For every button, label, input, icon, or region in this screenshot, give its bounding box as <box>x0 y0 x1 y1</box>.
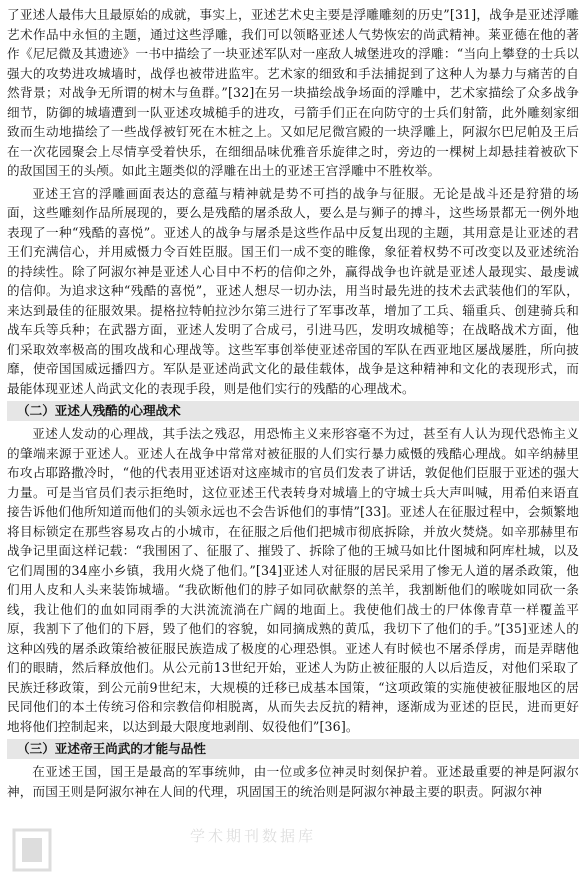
paragraph-king-and-ashur: 在亚述王国，国王是最高的军事统帅，由一位或多位神灵时刻保护着。亚述最重要的神是阿淑尔神，而国王则是阿淑尔神在人间的代理，巩固国王的统治则是阿淑尔神最主要的职责。阿淑尔神 <box>7 764 579 799</box>
watermark-logo-icon <box>12 828 52 872</box>
section-heading-martial-kings: （三）亚述帝王尚武的才能与品性 <box>7 739 579 759</box>
article-body <box>7 5 579 804</box>
paragraph-psychological-warfare: 亚述人发动的心理战，其手法之残忍，用恐怖主义来形容毫不为过，甚至有人认为现代恐怖主义的肇端来源于亚述人。亚述人在战争中常常对被征服的人们实行暴力威慑的残酷心理战。如辛纳赫里布攻占耶路撒冷时，“他的代表用亚述语对这座城市的官员们发表了讲话，敦促他们臣服于亚述的强大力量。可是当官员们表示拒绝时，这位亚述王代表转身对城墙上的守城士兵大声叫喊，用希伯来语直接告诉他们他所知道而他们的头领永远也不会告诉他们的事情”[33]。亚述人在征服过程中，会频繁地将目标锁定在那些容易攻占的小城市，在征服之后他们把城市彻底拆除，并放火焚烧。如辛那赫里布战争记里面这样记载：“我围困了、征服了、摧毁了、拆除了他的王城马如比什图城和阿库杜城，以及它们周围的34座小乡镇，我用火烧了他们。”[34]亚述人对征服的居民采用了惨无人道的屠杀政策，他们用人皮和人头来装饰城墙。“我砍断他们的脖子如同砍献祭的羔羊，我割断他们的喉咙如同砍一条线，我让他们的血如同雨季的大洪流流淌在广阔的地面上。我使他们战士的尸体像青草一样覆盖平原，我割下了他们的下唇，毁了他们的容貌，如同摘成熟的黄瓜，我切下了他们的手。”[35]亚述人的这种凶残的屠杀政策给被征服民族造成了极度的心理恐惧。亚述人有时候也不屠杀俘虏，而是弄瞎他们的眼睛，然后释放他们。从公元前13世纪开始，亚述人为防止被征服的人以后造反，对他们采取了民族迁移政策，到公元前9世纪末，大规模的迁移已成基本国策，“这项政策的实施使被征服地区的居民同他们的本土传统习俗和宗教信仰相脱离，从而失去反抗的精神，逐渐成为亚述的臣民，进而更好地将他们控制起来，以达到最大限度地剥削、奴役他们”[36]。 <box>7 426 579 734</box>
watermark-text: 学术期刊数据库 <box>190 827 317 845</box>
paragraph-war-and-conquest: 亚述王宫的浮雕画面表达的意蕴与精神就是势不可挡的战争与征服。无论是战斗还是狩猎的场面，这些雕刻作品所展现的，要么是残酷的屠杀敌人，要么是与狮子的搏斗，这些场景都无一例外地表现了一种“残酷的喜悦”。亚述人的战争与屠杀是这些作品中反复出现的主题，其用意是让亚述的君王们充满信心，并用威慑力令百姓臣服。国王们一成不变的睢像，象征着权势不可改变以及亚述统治的持续性。除了阿淑尔神是亚述人心目中不朽的信仰之外，赢得战争也许就是亚述人最现实、最虔诚的信仰。为追求这种“残酷的喜悦”，亚述人想尽一切办法，用当时最先进的技术去武装他们的军队，来达到最佳的征服效果。提格拉特帕拉沙尔第三进行了军事改革，增加了工兵、辎重兵、创建骑兵和战车兵等兵种；在武器方面，亚述人发明了合成弓，引进马匹，发明攻城槌等；在战略战术方面，他们采取效率极高的围攻战和心理战等。这些军事创举使亚述帝国的军队在西亚地区屡战屡胜，所向披靡，使帝国国威远播四方。军队是亚述尚武文化的最佳载体，战争是这种精神和文化的表现形式，而最能体现亚述人尚武文化的表现手段，则是他们实行的残酷的心理战术。 <box>7 185 579 396</box>
watermark <box>12 825 316 872</box>
section-heading-psychological-warfare: （二）亚述人残酷的心理战术 <box>7 401 579 421</box>
paragraph-relief-art: 了亚述人最伟大且最原始的成就，事实上，亚述艺术史主要是浮雕雕刻的历史”[31]，战争是亚述浮雕艺术作品中永恒的主题，通过这些浮雕，我们可以领略亚述人气势恢宏的尚武精神。莱亚德在他的著作《尼尼微及其遗迹》一书中描绘了一块亚述军队对一座敌人城堡进攻的浮雕：“当向上攀登的士兵以强大的攻势进攻城墙时，战俘也被带进监牢。艺术家的细致和手法捕捉到了这种人为暴力与痛苦的自然背景；对战争无所谓的树木与鱼群。”[32]在另一块描绘战争场面的浮雕中，艺术家描绘了众多战争细节，防御的城墙遭到一队亚述攻城槌手的进攻，弓箭手们正在向防守的士兵们射箭，此外雕刻家细致而生动地描绘了一些战俘被钉死在木桩之上。又如尼尼微宫殿的一块浮雕上，阿淑尔巴尼帕及王后在一次花园聚会上尽情享受着快乐，在细细品味优雅音乐旋律之时，旁边的一棵树上却悬挂着被砍下的敌国国王的头颅。如此主题类似的浮雕在出土的亚述王宫浮雕中不胜枚举。 <box>7 7 579 178</box>
